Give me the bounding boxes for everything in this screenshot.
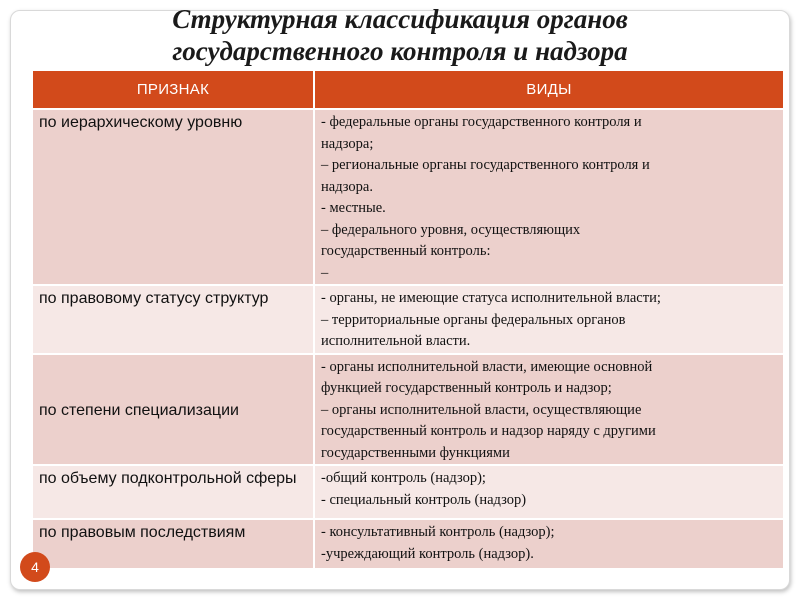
kind-line: – федерального уровня, осуществляющих — [321, 221, 581, 238]
kind-line: – региональные органы государственного контроля и — [321, 157, 650, 173]
kind-line: - органы исполнительной власти, имеющие основной — [321, 358, 653, 375]
kind-line: - консультативный контроль (надзор); — [321, 524, 555, 540]
kinds-cell — [314, 519, 783, 568]
kind-line: - федеральные органы государственного контроля и — [321, 114, 642, 130]
kinds-cell — [314, 285, 783, 354]
kind-line: – — [321, 264, 329, 281]
criterion-cell: по правовым последствиям — [33, 519, 314, 568]
kind-line: - специальный контроль (надзор) — [321, 491, 527, 508]
kind-line: надзора. — [321, 178, 373, 195]
kind-line: - местные. — [321, 200, 386, 216]
title-line-1: Структурная классификация органов — [172, 4, 628, 34]
criterion-cell: по объему подконтрольной сферы — [33, 465, 314, 519]
kind-line: - органы, не имеющие статуса исполнительной власти; — [321, 290, 661, 306]
kind-line: – органы исполнительной власти, осуществляющие — [321, 401, 642, 418]
header-criterion: ПРИЗНАК — [33, 71, 314, 109]
kind-line: надзора; — [321, 135, 374, 152]
kind-line: государственными функциями — [321, 444, 510, 461]
kinds-cell — [314, 354, 783, 466]
criterion-cell: по правовому статусу структур — [33, 285, 314, 354]
kind-line: государственный контроль: — [321, 243, 491, 259]
slide-title — [60, 3, 740, 67]
table-row — [33, 109, 783, 285]
kind-line: – территориальные органы федеральных органов — [321, 311, 626, 328]
table-row — [33, 354, 783, 466]
classification-table — [33, 71, 783, 568]
criterion-cell: по степени специализации — [33, 354, 314, 466]
criterion-cell: по иерархическому уровню — [33, 109, 314, 285]
header-kinds: ВИДЫ — [314, 71, 783, 109]
kind-line: функцией государственный контроль и надзор; — [321, 380, 612, 396]
kind-line: исполнительной власти. — [321, 333, 471, 349]
table-header-row — [33, 71, 783, 109]
table-row — [33, 465, 783, 519]
kinds-cell — [314, 109, 783, 285]
kind-line: государственный контроль и надзор наряду с другими — [321, 423, 656, 439]
title-line-2: государственного контроля и надзора — [172, 36, 628, 66]
table-row — [33, 285, 783, 354]
kind-line: -учреждающий контроль (надзор). — [321, 545, 534, 562]
table-row — [33, 519, 783, 568]
page-number-badge: 4 — [20, 552, 50, 582]
kind-line: -общий контроль (надзор); — [321, 470, 486, 486]
kinds-cell — [314, 465, 783, 519]
